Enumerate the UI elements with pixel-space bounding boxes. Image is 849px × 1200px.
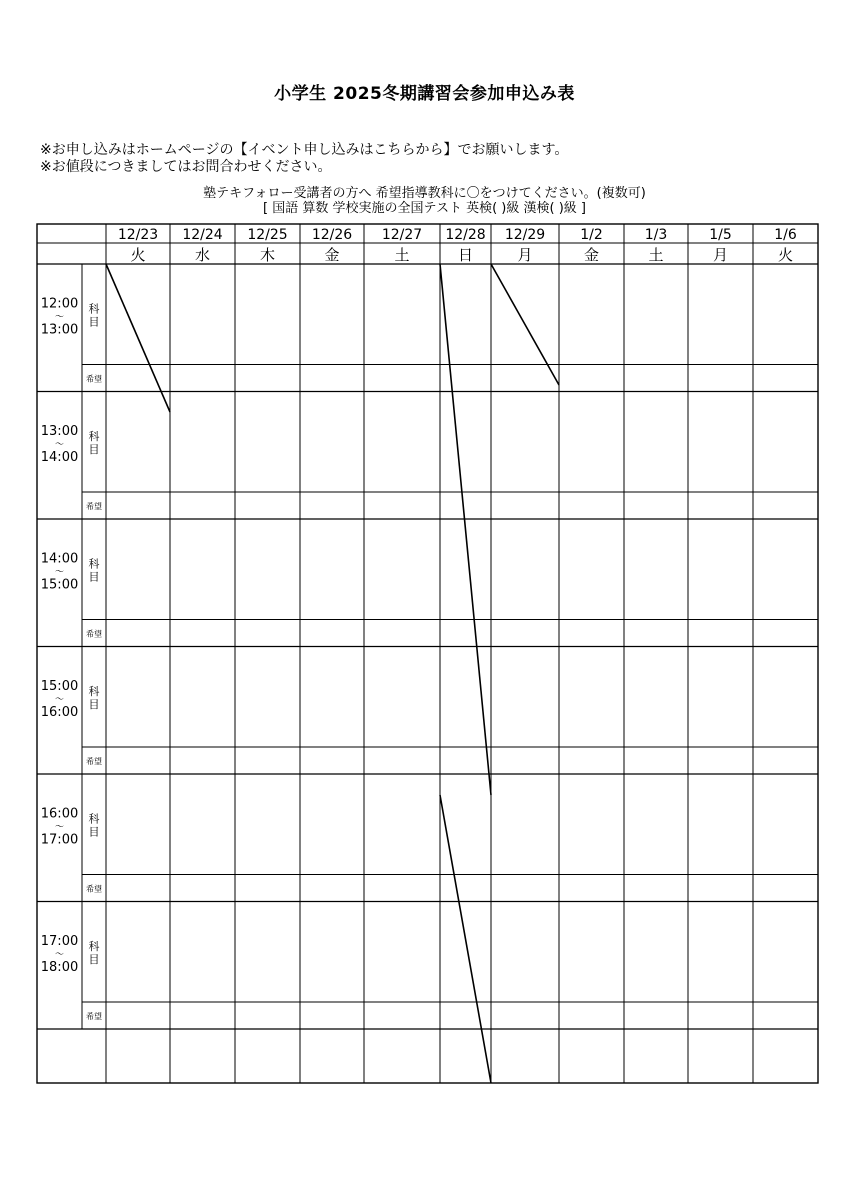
slot-start-time: 16:00 [40,806,79,822]
subject-label: 目 [88,315,100,329]
date-cell: 1/3 [644,227,668,243]
weekday-cell: 水 [194,246,211,264]
slot-tilde: ～ [54,312,65,323]
subject-label: 目 [88,570,100,584]
date-cell: 12/29 [504,227,546,243]
date-cell: 1/5 [709,227,732,243]
weekday-cell: 月 [712,246,729,264]
note-price: ※お値段につきましてはお問合わせください。 [40,159,332,175]
date-cell: 12/23 [117,227,159,243]
wish-label: 希望 [86,629,102,639]
note-application: ※お申し込みはホームページの【イベント申し込みはこちらから】でお願いします。 [40,142,569,158]
closed-slot-diagonal [106,264,170,412]
wish-label: 希望 [86,757,102,766]
subject-label: 目 [88,825,100,839]
slot-tilde: ～ [54,694,65,705]
weekday-cell: 火 [130,246,146,264]
slot-end-time: 17:00 [40,832,79,848]
weekday-cell: 木 [259,246,276,264]
slot-end-time: 16:00 [40,704,79,720]
date-cell: 1/6 [774,227,797,243]
wish-label: 希望 [86,502,102,511]
wish-label: 希望 [86,884,102,894]
slot-start-time: 14:00 [40,551,79,567]
subject-label: 科 [88,684,100,698]
instructions-line2: [ 国語 算数 学校実施の全国テスト 英検( )級 漢検( )級 ] [263,201,586,216]
slot-tilde: ～ [54,822,65,833]
subject-label: 科 [88,557,100,571]
weekday-cell: 土 [394,246,410,264]
date-cell: 12/26 [311,227,353,243]
slot-tilde: ～ [54,439,65,450]
weekday-cell: 金 [583,246,600,264]
slot-end-time: 14:00 [40,449,79,465]
subject-label: 目 [88,442,100,456]
instructions-line1: 塾テキフォロー受講者の方へ 希望指導教科に〇をつけてください。(複数可) [203,186,646,201]
table-border [37,224,818,1083]
weekday-cell: 金 [324,246,340,264]
slot-end-time: 15:00 [40,577,79,593]
date-cell: 12/25 [247,227,288,243]
slot-start-time: 13:00 [40,423,79,439]
slot-tilde: ～ [54,949,65,960]
subject-label: 目 [88,697,100,711]
weekday-cell: 火 [777,246,794,264]
subject-label: 科 [88,812,100,826]
slot-tilde: ～ [54,567,65,578]
slot-end-time: 18:00 [40,959,79,975]
wish-label: 希望 [86,1012,102,1021]
subject-label: 科 [88,939,100,953]
weekday-cell: 日 [457,246,474,264]
slot-start-time: 17:00 [40,933,79,949]
subject-label: 目 [88,952,100,966]
date-cell: 12/27 [381,227,423,243]
weekday-cell: 月 [517,246,533,264]
closed-day-diagonal [440,795,491,1083]
closed-slot-diagonal [491,264,559,385]
page-title: 小学生 2025冬期講習会参加申込み表 [274,84,575,104]
closed-day-diagonal [440,264,491,795]
wish-label: 希望 [86,374,102,384]
date-cell: 12/28 [445,227,486,243]
date-cell: 12/24 [182,227,223,243]
date-cell: 1/2 [580,227,603,243]
slot-start-time: 12:00 [40,296,79,312]
weekday-cell: 土 [648,246,664,264]
slot-end-time: 13:00 [40,322,79,338]
subject-label: 科 [88,429,100,443]
subject-label: 科 [88,302,100,316]
slot-start-time: 15:00 [40,678,79,694]
